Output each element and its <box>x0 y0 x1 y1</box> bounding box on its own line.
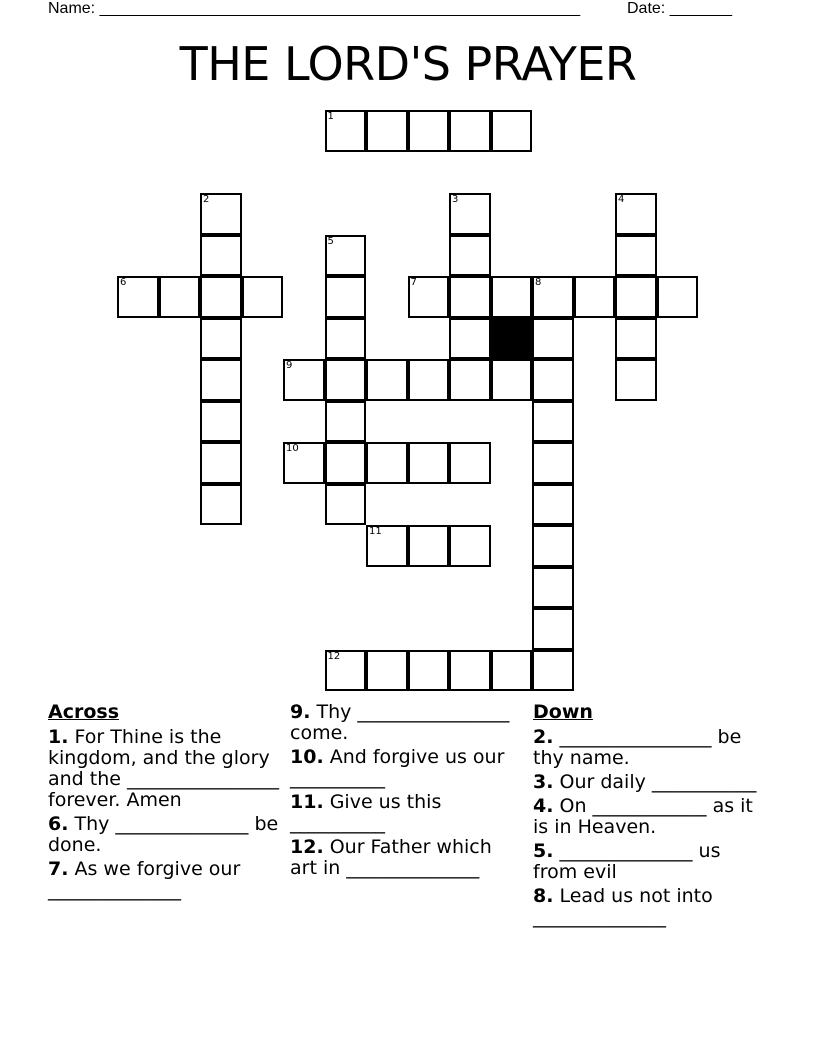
name-field-label[interactable]: Name: ______________________________________________________ <box>48 0 581 17</box>
grid-cell[interactable] <box>325 235 367 277</box>
grid-cell[interactable] <box>532 276 574 318</box>
grid-cell[interactable] <box>325 442 367 484</box>
grid-cell[interactable] <box>366 525 408 567</box>
clue-number: 11 <box>369 526 382 537</box>
grid-cell[interactable] <box>325 401 367 443</box>
grid-cell[interactable] <box>449 110 491 152</box>
grid-cell[interactable] <box>325 650 367 692</box>
grid-cell[interactable] <box>449 318 491 360</box>
grid-cell[interactable] <box>532 484 574 526</box>
clue-down-5: 5. ______________ us from evil <box>533 840 721 883</box>
grid-cell[interactable] <box>615 318 657 360</box>
grid-cell[interactable] <box>200 359 242 401</box>
grid-cell[interactable] <box>242 276 284 318</box>
grid-cell[interactable] <box>200 235 242 277</box>
across-clues-column-2 <box>290 702 522 882</box>
down-clues-column <box>533 702 765 931</box>
clue-down-2: 2. ________________ be thy name. <box>533 726 742 769</box>
clue-across-1: 1. For Thine is the kingdom, and the glory and the ________________ forever. Amen <box>48 726 280 811</box>
grid-cell[interactable] <box>449 359 491 401</box>
down-heading: Down <box>533 701 593 723</box>
grid-cell[interactable] <box>200 401 242 443</box>
clue-across-6: 6. Thy ______________ be done. <box>48 813 279 856</box>
clue-number: 12 <box>327 650 341 662</box>
grid-cell[interactable] <box>449 525 491 567</box>
grid-cell[interactable] <box>491 110 533 152</box>
grid-cell[interactable] <box>491 276 533 318</box>
grid-cell[interactable] <box>491 359 533 401</box>
grid-cell[interactable] <box>200 193 242 235</box>
clue-number: 6 <box>120 277 127 288</box>
grid-cell[interactable] <box>449 650 491 692</box>
clue-number: 1 <box>327 111 334 122</box>
grid-cell[interactable] <box>408 110 450 152</box>
grid-cell[interactable] <box>532 318 574 360</box>
clue-down-3: 3. Our daily ___________ <box>533 771 757 793</box>
grid-cell[interactable] <box>283 442 325 484</box>
grid-cell[interactable] <box>325 484 367 526</box>
clue-number: 3 <box>452 194 459 205</box>
clue-across-11: 11. Give us this __________ <box>290 791 442 834</box>
grid-cell[interactable] <box>449 442 491 484</box>
grid-cell[interactable] <box>200 442 242 484</box>
grid-cell[interactable] <box>200 276 242 318</box>
grid-cell[interactable] <box>615 235 657 277</box>
clue-number: 7 <box>410 277 417 288</box>
grid-cell[interactable] <box>408 359 450 401</box>
grid-cell[interactable] <box>449 193 491 235</box>
grid-cell[interactable] <box>615 276 657 318</box>
grid-cell[interactable] <box>532 525 574 567</box>
page-title: THE LORD'S PRAYER <box>179 37 637 91</box>
grid-cell[interactable] <box>532 359 574 401</box>
grid-cell[interactable] <box>366 442 408 484</box>
grid-cell[interactable] <box>325 359 367 401</box>
date-field-label[interactable]: Date: _______ <box>627 0 732 17</box>
grid-cell[interactable] <box>449 276 491 318</box>
clue-number: 8 <box>535 277 542 288</box>
clue-across-7: 7. As we forgive our ______________ <box>48 858 241 901</box>
grid-cell[interactable] <box>366 359 408 401</box>
grid-cell[interactable] <box>283 359 325 401</box>
black-square <box>491 318 533 360</box>
clue-number: 2 <box>203 194 210 205</box>
grid-cell[interactable] <box>366 110 408 152</box>
grid-cell[interactable] <box>657 276 699 318</box>
clue-across-10: 10. And forgive us our __________ <box>290 746 505 789</box>
grid-cell[interactable] <box>574 276 616 318</box>
clue-number: 4 <box>618 194 625 205</box>
grid-cell[interactable] <box>408 276 450 318</box>
grid-cell[interactable] <box>532 608 574 650</box>
grid-cell[interactable] <box>117 276 159 318</box>
header <box>48 0 748 20</box>
grid-cell[interactable] <box>200 318 242 360</box>
grid-cell[interactable] <box>615 193 657 235</box>
grid-cell[interactable] <box>408 525 450 567</box>
grid-cell[interactable] <box>532 401 574 443</box>
grid-cell[interactable] <box>532 567 574 609</box>
grid-cell[interactable] <box>325 276 367 318</box>
clue-down-8: 8. Lead us not into ______________ <box>533 885 713 928</box>
clue-down-4: 4. On ____________ as it is in Heaven. <box>533 795 753 838</box>
clue-number: 9 <box>286 360 293 371</box>
grid-cell[interactable] <box>325 110 367 152</box>
grid-cell[interactable] <box>449 235 491 277</box>
grid-cell[interactable] <box>159 276 201 318</box>
grid-cell[interactable] <box>325 318 367 360</box>
grid-cell[interactable] <box>366 650 408 692</box>
grid-cell[interactable] <box>408 442 450 484</box>
grid-cell[interactable] <box>532 650 574 692</box>
across-clues-column-1 <box>48 702 280 904</box>
clue-number: 5 <box>327 235 334 247</box>
clue-across-12: 12. Our Father which art in ______________ <box>290 836 492 879</box>
grid-cell[interactable] <box>200 484 242 526</box>
grid-cell[interactable] <box>532 442 574 484</box>
grid-cell[interactable] <box>491 650 533 692</box>
clue-number: 10 <box>286 443 299 454</box>
grid-cell[interactable] <box>615 359 657 401</box>
clue-across-9: 9. Thy ________________ come. <box>290 701 510 744</box>
across-heading: Across <box>48 701 120 723</box>
grid-cell[interactable] <box>408 650 450 692</box>
